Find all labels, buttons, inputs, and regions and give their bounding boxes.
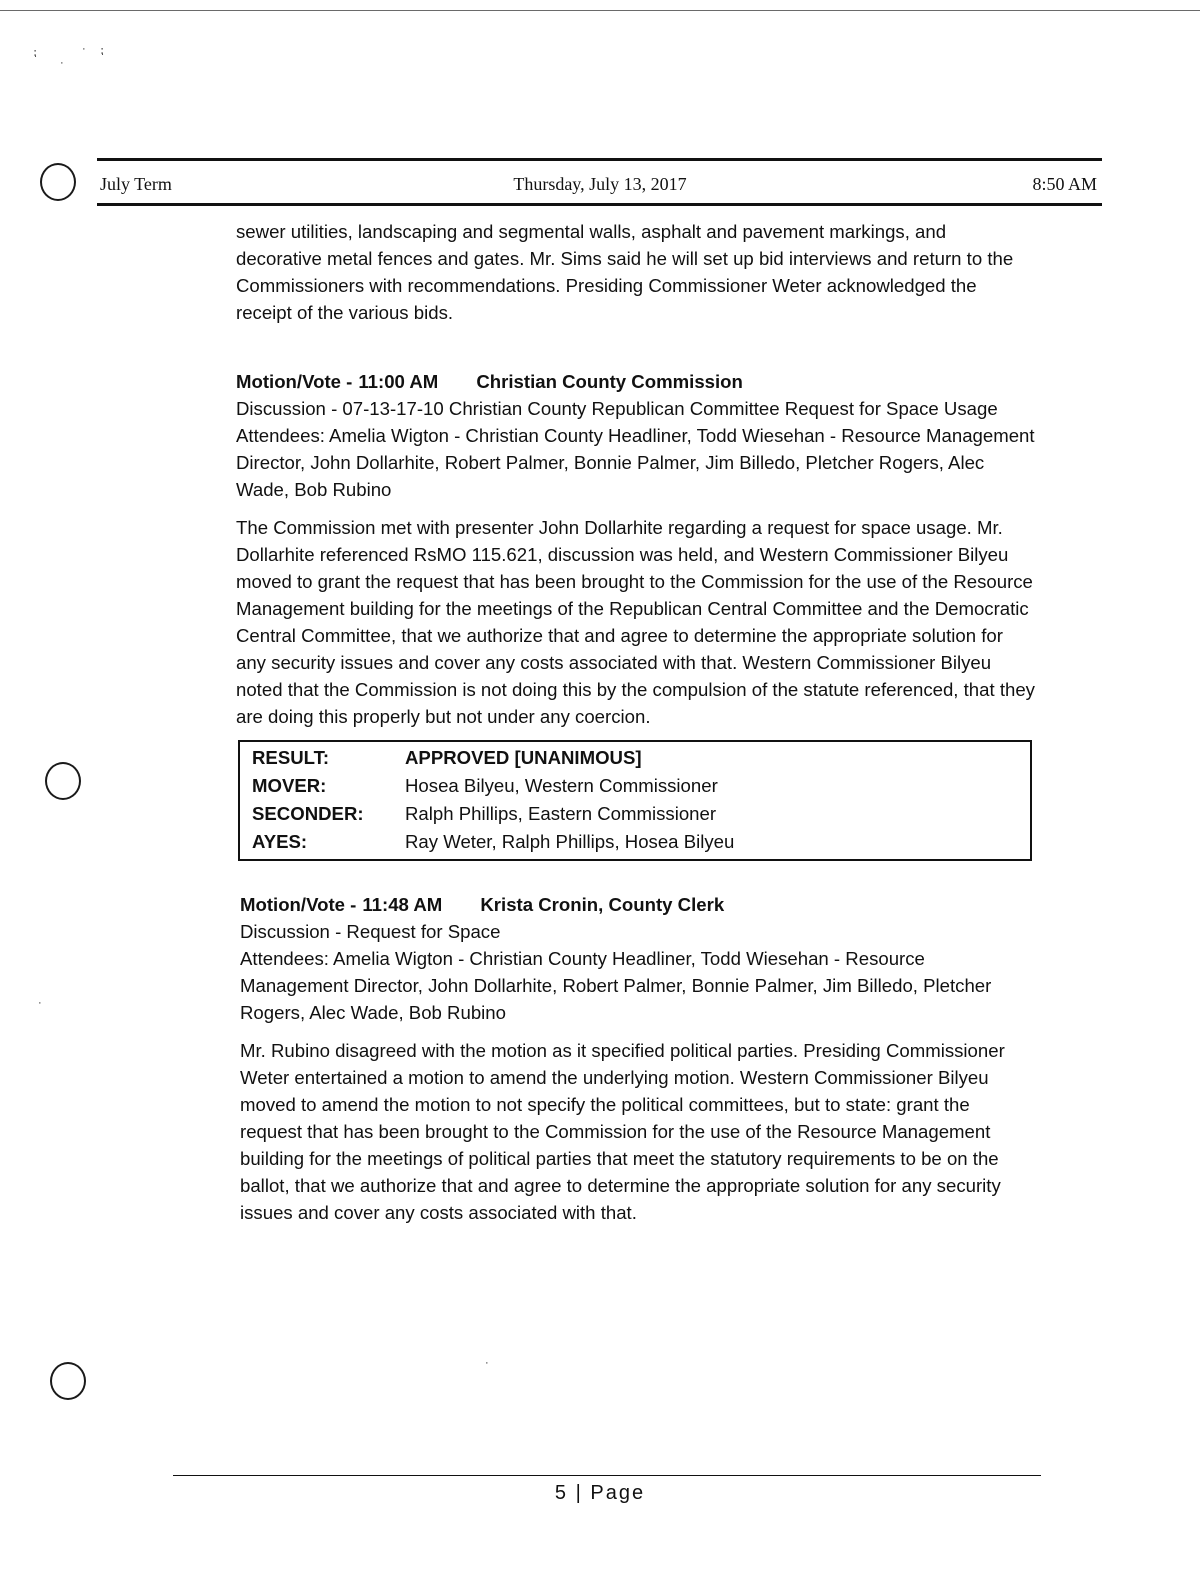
motion-discussion: Discussion - Request for Space <box>240 921 501 942</box>
scan-speck: ⁏ <box>100 45 104 57</box>
binder-hole-icon <box>40 163 76 201</box>
vote-result-box <box>238 740 1032 861</box>
mover-row <box>252 772 1030 800</box>
motion-time: 11:48 AM <box>362 894 443 915</box>
header-rule <box>97 158 1102 161</box>
motion-body: The Commission met with presenter John Dollarhite regarding a request for space usage. Mr. Dollarhite referenced RsMO 115.621, discussion was held, and Western Commissioner Bilyeu moved to grant the request that has been brought to the Commission for the use of the Resource Management building for the meetings of the Republican Central Committee and the Democratic Central Committee, that we authorize that and agree to determine the appropriate solution for any security issues and cover any costs associated with that. Western Commissioner Bilyeu noted that the Commission is not doing this by the compulsion of the statute referenced, that they are doing this properly but not under any coercion. <box>236 517 1035 727</box>
scan-speck: · <box>60 57 64 69</box>
scan-edge-line <box>0 10 1200 11</box>
result-value: APPROVED [UNANIMOUS] <box>405 747 642 768</box>
minutes-body <box>236 218 1036 1226</box>
scan-speck: · <box>38 997 42 1009</box>
motion-heading <box>236 368 1036 395</box>
motion-section <box>240 891 1036 1226</box>
header-rule <box>97 203 1102 206</box>
motion-attendees: Attendees: Amelia Wigton - Christian County Headliner, Todd Wiesehan - Resource Management Director, John Dollarhite, Robert Palmer, Bonnie Palmer, Jim Billedo, Pletcher Rogers, Alec Wade, Bob Rubino <box>240 948 992 1023</box>
ayes-label: AYES: <box>252 831 308 852</box>
motion-presenter: Krista Cronin, County Clerk <box>480 894 725 915</box>
seconder-value: Ralph Phillips, Eastern Commissioner <box>405 803 717 824</box>
ayes-value: Ray Weter, Ralph Phillips, Hosea Bilyeu <box>405 831 735 852</box>
scan-speck: ⁏ <box>33 47 37 59</box>
header-time: 8:50 AM <box>1032 174 1097 194</box>
motion-section <box>236 368 1036 861</box>
motion-label: Motion/Vote - <box>240 894 357 915</box>
mover-value: Hosea Bilyeu, Western Commissioner <box>405 775 718 796</box>
header-term: July Term <box>100 174 172 194</box>
motion-time: 11:00 AM <box>358 371 439 392</box>
seconder-label: SECONDER: <box>252 803 364 824</box>
motion-presenter: Christian County Commission <box>476 371 743 392</box>
binder-hole-icon <box>50 1362 86 1400</box>
page-number: 5 | Page <box>554 1482 646 1504</box>
scan-speck: · <box>82 43 86 55</box>
motion-body: Mr. Rubino disagreed with the motion as it specified political parties. Presiding Commissioner Weter entertained a motion to amend the underlying motion. Western Commissioner Bilyeu moved to amend the motion to not specify the political committees, but to state: grant the request that has been brought to the Commission for the use of the Resource Management building for the meetings of political parties that meet the statutory requirements to be on the ballot, that we authorize that and agree to determine the appropriate solution for any security issues and cover any costs associated with that. <box>240 1040 1005 1223</box>
mover-label: MOVER: <box>252 775 327 796</box>
binder-hole-icon <box>45 762 81 800</box>
motion-label: Motion/Vote - <box>236 371 353 392</box>
result-row <box>252 744 1030 772</box>
motion-discussion: Discussion - 07-13-17-10 Christian County Republican Committee Request for Space Usage <box>236 398 998 419</box>
result-label: RESULT: <box>252 747 330 768</box>
header-date: Thursday, July 13, 2017 <box>513 174 687 194</box>
continued-paragraph: sewer utilities, landscaping and segmental walls, asphalt and pavement markings, and decorative metal fences and gates. Mr. Sims said he will set up bid interviews and return to the Commissioners with recommendations. Presiding Commissioner Weter acknowledged the receipt of the various bids. <box>236 221 1014 323</box>
ayes-row <box>252 828 1030 856</box>
footer-rule <box>173 1475 1041 1476</box>
seconder-row <box>252 800 1030 828</box>
motion-heading <box>240 891 1036 918</box>
motion-attendees: Attendees: Amelia Wigton - Christian County Headliner, Todd Wiesehan - Resource Management Director, John Dollarhite, Robert Palmer, Bonnie Palmer, Jim Billedo, Pletcher Rogers, Alec Wade, Bob Rubino <box>236 425 1035 500</box>
scan-speck: · <box>485 1357 489 1369</box>
